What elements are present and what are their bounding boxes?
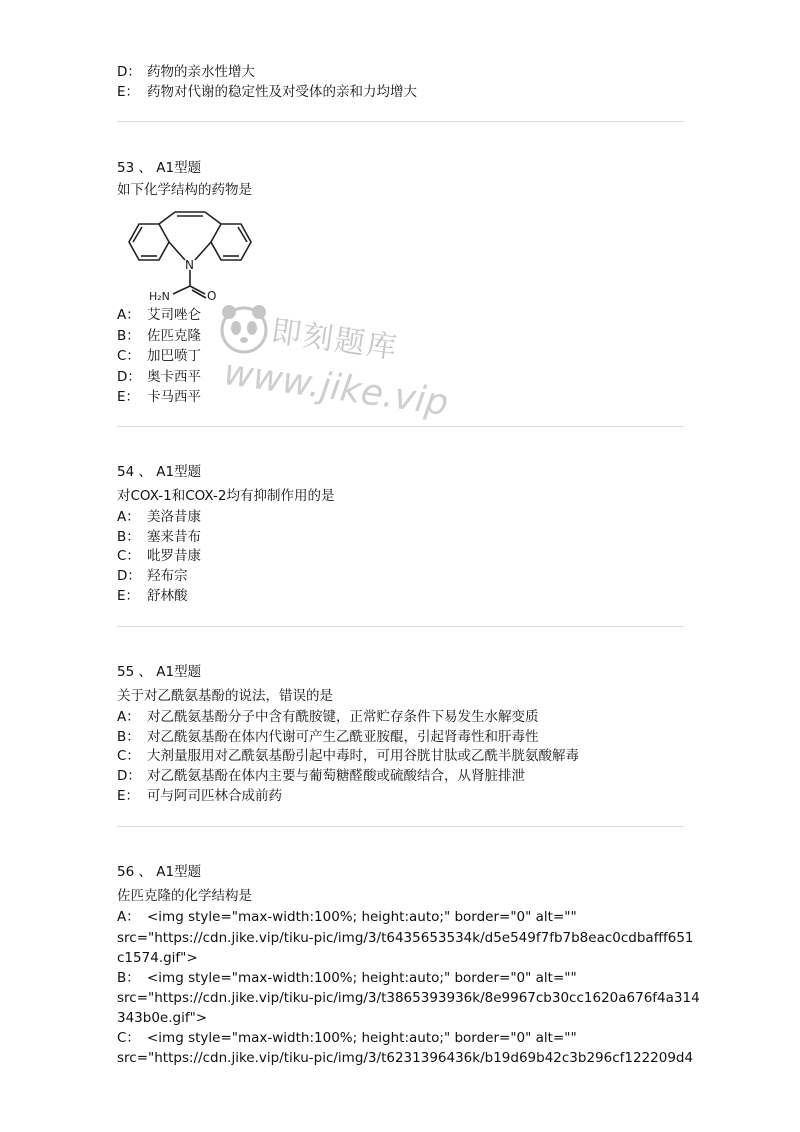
option-text: 药物对代谢的稳定性及对受体的亲和力均增大 xyxy=(147,84,417,100)
n-bond xyxy=(169,242,185,260)
bridge-bond xyxy=(205,212,221,224)
divider xyxy=(117,826,684,827)
q54-option-c xyxy=(117,546,201,566)
q56-header: 56 、 A1型题 xyxy=(117,864,202,880)
n-bond xyxy=(195,242,211,260)
option-text: 奥卡西平 xyxy=(147,369,201,385)
option-letter: A： xyxy=(117,909,140,925)
option-letter: D： xyxy=(117,64,141,80)
q55-stem: 关于对乙酰氨基酚的说法，错误的是 xyxy=(117,688,333,704)
option-text: 加巴喷丁 xyxy=(147,348,201,364)
right-ring-double-bond xyxy=(238,227,247,242)
option-letter: B： xyxy=(117,970,140,986)
watermark-cn-text: 即刻题库 xyxy=(269,313,401,367)
q54-option-d xyxy=(117,566,188,586)
option-letter: C： xyxy=(117,1030,140,1046)
q53-option-b xyxy=(117,326,201,346)
option-letter: E： xyxy=(117,788,140,804)
q53-option-a xyxy=(117,305,201,325)
option-text: 卡马西平 xyxy=(147,389,201,405)
q56-option-a-url-line2: c1574.gif"> xyxy=(117,950,198,966)
option-text: 对乙酰氨基酚在体内代谢可产生乙酰亚胺醌，引起肾毒性和肝毒性 xyxy=(147,729,539,745)
q54-header: 54 、 A1型题 xyxy=(117,464,202,480)
q56-stem: 佐匹克隆的化学结构是 xyxy=(117,888,252,904)
option-text: <img style="max-width:100%; height:auto;" border="0" alt="" xyxy=(147,970,577,986)
q55-option-a xyxy=(117,707,539,727)
q52-option-d xyxy=(117,62,255,82)
watermark xyxy=(215,300,451,425)
q55-option-c xyxy=(117,746,579,766)
option-text: 吡罗昔康 xyxy=(147,548,201,564)
q55-option-d xyxy=(117,766,525,786)
option-letter: C： xyxy=(117,348,140,364)
q53-option-c xyxy=(117,346,201,366)
option-text: <img style="max-width:100%; height:auto;" border="0" alt="" xyxy=(147,1030,577,1046)
q56-option-c-url-line1: src="https://cdn.jike.vip/tiku-pic/img/3/t6231396436k/b19d69b42c3b296cf122209d4 xyxy=(117,1050,694,1066)
option-letter: E： xyxy=(117,389,140,405)
option-letter: B： xyxy=(117,328,140,344)
q54-option-a xyxy=(117,507,201,527)
q54-option-b xyxy=(117,527,201,547)
divider xyxy=(117,121,684,122)
n-atom-label: N xyxy=(185,258,194,272)
q53-stem: 如下化学结构的药物是 xyxy=(117,182,252,198)
option-text: 美洛昔康 xyxy=(147,509,201,525)
q56-option-a xyxy=(117,907,577,927)
option-letter: E： xyxy=(117,588,140,604)
option-text: 对乙酰氨基酚在体内主要与葡萄糖醛酸或硫酸结合，从肾脏排泄 xyxy=(147,768,525,784)
q55-option-e xyxy=(117,786,282,806)
left-benzene-ring xyxy=(129,224,169,260)
option-letter: A： xyxy=(117,509,140,525)
option-letter: E： xyxy=(117,84,140,100)
q53-option-e xyxy=(117,387,201,407)
carbamoyl-bond xyxy=(173,286,190,294)
q54-stem: 对COX-1和COX-2均有抑制作用的是 xyxy=(117,488,335,504)
option-letter: C： xyxy=(117,748,140,764)
q56-option-c xyxy=(117,1028,577,1048)
q53-option-d xyxy=(117,367,201,387)
option-letter: D： xyxy=(117,568,141,584)
option-letter: A： xyxy=(117,709,140,725)
bridge-bond xyxy=(159,212,175,224)
option-text: 塞来昔布 xyxy=(147,529,201,545)
q56-option-b xyxy=(117,968,577,988)
option-text: 大剂量服用对乙酰氨基酚引起中毒时，可用谷胱甘肽或乙酰半胱氨酸解毒 xyxy=(147,748,579,764)
q56-option-b-url-line1: src="https://cdn.jike.vip/tiku-pic/img/3/t3865393936k/8e9967cb30cc1620a676f4a314 xyxy=(117,990,700,1006)
q54-option-e xyxy=(117,586,188,606)
carbamazepine-structure-figure xyxy=(117,202,267,307)
panda-logo-icon xyxy=(215,300,273,358)
option-letter: D： xyxy=(117,768,141,784)
q52-option-e xyxy=(117,82,417,102)
option-letter: B： xyxy=(117,529,140,545)
right-benzene-ring xyxy=(211,224,251,260)
option-letter: A： xyxy=(117,307,140,323)
option-text: 可与阿司匹林合成前药 xyxy=(147,788,282,804)
option-text: 艾司唑仑 xyxy=(147,307,201,323)
nh2-label: H₂N xyxy=(149,290,170,303)
option-text: 对乙酰氨基酚分子中含有酰胺键，正常贮存条件下易发生水解变质 xyxy=(147,709,539,725)
option-text: 佐匹克隆 xyxy=(147,328,201,344)
divider xyxy=(117,626,684,627)
watermark-url-text: www.jike.vip xyxy=(221,352,451,425)
option-text: 羟布宗 xyxy=(147,568,188,584)
o-atom-label: O xyxy=(207,289,217,303)
option-letter: B： xyxy=(117,729,140,745)
q55-header: 55 、 A1型题 xyxy=(117,664,202,680)
q55-option-b xyxy=(117,727,539,747)
q56-option-b-url-line2: 343b0e.gif"> xyxy=(117,1010,208,1026)
option-text: 舒林酸 xyxy=(147,588,188,604)
q53-header: 53 、 A1型题 xyxy=(117,160,202,176)
option-letter: D： xyxy=(117,369,141,385)
divider xyxy=(117,426,684,427)
option-text: <img style="max-width:100%; height:auto;" border="0" alt="" xyxy=(147,909,577,925)
q56-option-a-url-line1: src="https://cdn.jike.vip/tiku-pic/img/3/t6435653534k/d5e549f7fb7b8eac0cdbafff651 xyxy=(117,930,694,946)
option-text: 药物的亲水性增大 xyxy=(147,64,255,80)
left-ring-double-bond xyxy=(133,227,142,242)
option-letter: C： xyxy=(117,548,140,564)
